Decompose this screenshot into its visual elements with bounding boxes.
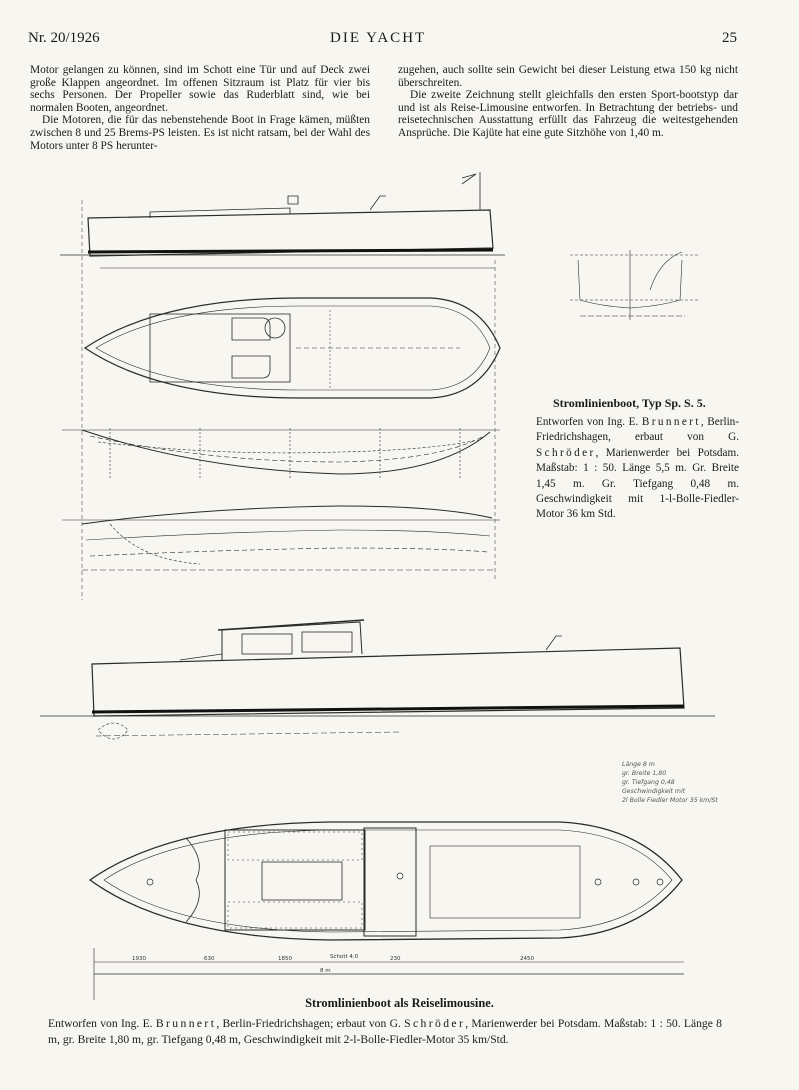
handwritten-line: Länge 8 m: [622, 761, 655, 768]
page-number: 25: [722, 30, 737, 46]
boat2-dimension-labels: [132, 954, 534, 974]
figure2-caption-title: Stromlinienboot als Reiselimousine.: [305, 996, 494, 1010]
dimension-label: 630: [204, 956, 215, 962]
dimension-label: 8 m: [320, 968, 331, 974]
journal-title: DIE YACHT: [330, 30, 427, 46]
handwritten-line: Geschwindigkeit mit: [622, 788, 686, 795]
boat1-side-view: [60, 172, 505, 600]
boat1-body-plan: [570, 250, 700, 320]
caption-text: , Berlin-Friedrichshagen, erbaut von G.: [536, 416, 739, 444]
dimension-label: 2450: [520, 956, 534, 962]
figure2-caption: [48, 1016, 722, 1048]
handwritten-note: [622, 760, 718, 805]
caption-text: , Berlin-Friedrichshagen; erbaut von G.: [216, 1017, 401, 1030]
designer-name: Brunnert: [641, 416, 701, 428]
boat1-deck-plan: [85, 298, 500, 398]
caption-text: Entworfen von Ing. E.: [48, 1017, 153, 1030]
dimension-label: Schott 4.0: [330, 954, 359, 960]
issue-number: Nr. 20/1926: [28, 30, 100, 46]
handwritten-line: gr. Breite 1,80: [622, 770, 667, 777]
handwritten-line: 2l Bolle Fiedler Motor 35 km/St: [622, 797, 718, 804]
boat2-deck-plan: [90, 822, 684, 1000]
boat1-waterlines: [62, 428, 500, 480]
paragraph: zugehen, auch sollte sein Gewicht bei dieser Leistung etwa 150 kg nicht überschreiten.: [398, 64, 738, 89]
handwritten-line: gr. Tiefgang 0,48: [622, 779, 675, 786]
caption-text: , Marienwerder bei Potsdam. Maßstab: 1 : 50. Länge 5,5 m. Gr. Breite 1,45 m. Gr. Tiefgang 0,48 m. Geschwindigkeit mit 1-l-Bolle-Fiedler-Motor 36 km Std.: [536, 446, 739, 521]
boat1-profile-lines: [62, 506, 500, 570]
paragraph: Die zweite Zeichnung stellt gleichfalls den ersten Sport-bootstyp dar und ist als Reise-Limousine entworfen. In Betrachtung der betriebs- und reisetechnischen Ausstattung erfüllt das Fahrzeug die weitestgehenden Ansprüche. Die Kajüte hat eine gute Sitzhöhe von 1,40 m.: [398, 89, 738, 139]
caption-text: Entworfen von Ing. E.: [536, 416, 639, 428]
caption-text: , Marienwerder bei Potsdam. Maßstab: 1 : 50. Länge 8 m, gr. Breite 1,80 m, gr. Tiefgang 0,48 m, Geschwindigkeit mit 2-l-Bolle-Fiedler-Motor 35 km/Std.: [48, 1017, 722, 1046]
dimension-label: 1850: [278, 956, 292, 962]
paragraph: Motor gelangen zu können, sind im Schott eine Tür und auf Deck zwei große Klappen angeordnet. Im offenen Sitzraum ist Platz für vier bis sechs Personen. Der Propeller sowie das Ruderblatt sind, wie bei normalen Booten, angeordnet.: [30, 64, 370, 114]
builder-name: Schröder: [404, 1017, 466, 1030]
builder-name: Schröder: [536, 446, 596, 459]
dimension-label: 1930: [132, 956, 146, 962]
boat2-side-view: [40, 620, 715, 739]
figure1-caption: [536, 415, 739, 523]
paragraph: Die Motoren, die für das nebenstehende Boot in Frage kämen, müßten zwischen 8 und 25 Brems-PS leisten. Es ist nicht ratsam, bei der Wahl des Motors unter 8 PS herunter-: [30, 114, 370, 152]
designer-name: Brunnert: [155, 1017, 217, 1030]
dimension-label: 230: [390, 956, 401, 962]
figure1-caption-title: Stromlinienboot, Typ Sp. S. 5.: [553, 396, 706, 410]
